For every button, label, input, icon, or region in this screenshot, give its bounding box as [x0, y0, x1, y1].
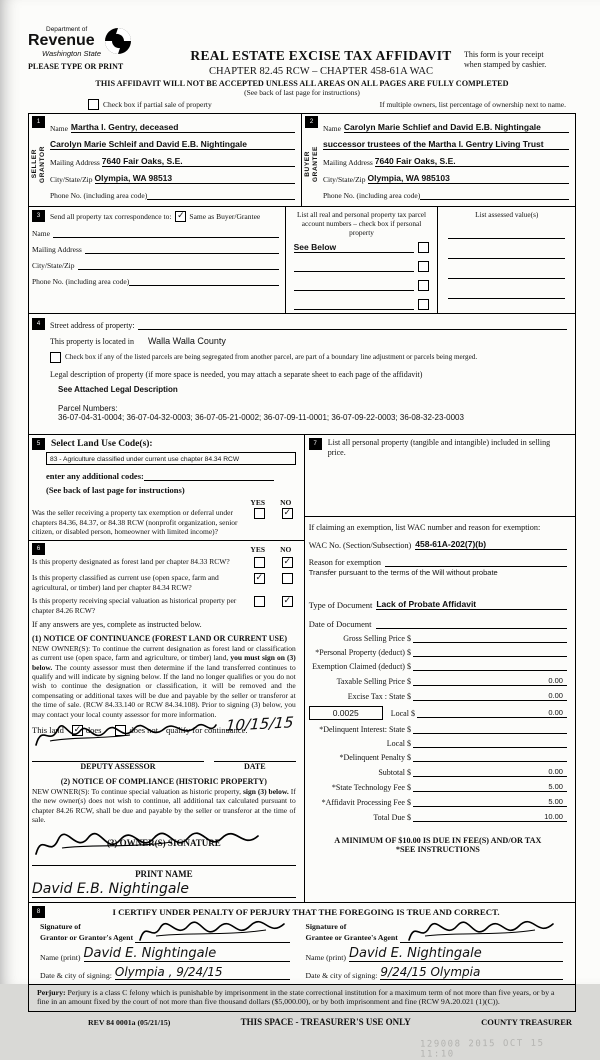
see-instructions-note: *SEE INSTRUCTIONS [395, 845, 480, 855]
local-rate-box[interactable]: 0.0025 [309, 706, 383, 720]
multiple-owners-note: If multiple owners, list percentage of ownership next to name. [379, 100, 566, 109]
fee-label-exemption: Exemption Claimed (deduct) [312, 662, 405, 672]
this-land-label: This land [32, 725, 64, 736]
current-yes-checkbox[interactable]: ✓ [255, 573, 263, 584]
historic-question: Is this property receiving special valuation as historical property per chapter 84.26 RCW? [32, 596, 237, 615]
notice-continuance-title: (1) NOTICE OF CONTINUANCE (FOREST LAND OR CURRENT USE) [32, 633, 287, 643]
fee-label-processing: *Affidavit Processing Fee [321, 798, 405, 808]
n1-part3: The county assessor must then determine if the land transferred continues to qualify and will indicate by signing below. If the land no longer qualifies or you do not wish to continue the designation or classification, it will be removed and the compensating or additional taxes will be due and payable by the seller or transferor at the time of sale. (RCW 84.33.140 or RCW 84.34.108). Prior to signing (3) below, you may contact your local county assessor for more information. [32, 662, 296, 719]
buyer-mail-label: Mailing Address [323, 158, 373, 167]
if-yes-note: If any answers are yes, complete as instructed below. [32, 619, 202, 629]
fee-value-tech[interactable]: 5.00 [413, 782, 567, 792]
buyer-city-label: City/State/Zip [323, 175, 366, 184]
two-column-area [29, 434, 575, 902]
current-no-checkbox[interactable] [282, 573, 293, 584]
exemption-deferral-question: Was the seller receiving a property tax exemption or deferral under chapters 84.36, 84.37, or 84.38 RCW (nonprofit organization, senior citizen, or disabled person, homeowner with limited income)? [32, 508, 238, 537]
personal-property-label: List all personal property (tangible and intangible) included in selling price. [327, 438, 551, 458]
assessed-value-line-3[interactable] [448, 269, 565, 279]
receipt-note-line2: when stamped by cashier. [464, 60, 547, 70]
fee-value-personal[interactable] [413, 656, 567, 657]
reason-value[interactable]: Transfer pursuant to the terms of the Will without probate [308, 568, 498, 578]
land-use-code-select[interactable] [46, 452, 296, 465]
grantee-name-print-value: David E. Nightingale [349, 945, 482, 961]
correspondence-row [29, 206, 575, 313]
deputy-assessor-signature-line[interactable] [32, 752, 204, 762]
dollar-sign: $ [406, 677, 411, 687]
land-does-checkbox[interactable]: ✓ [73, 724, 82, 735]
seller-mail-label: Mailing Address [50, 158, 100, 167]
grantee-sig-of-label: Signature of [305, 922, 347, 932]
perjury-text: Perjury is a class C felony which is punishable by imprisonment in the state correctional institution for a maximum term of not more than five years, or by a fine in an amount fixed by the court of not more than five thousand dollars ($5,000.00), or by both imprisonment and fine (RCW 9A.20.021 (1)(C)). [37, 987, 555, 1007]
fee-value-delinq-state[interactable] [413, 733, 567, 734]
buyer-name-value[interactable]: Carolyn Marie Schlief and David E.B. Nightingale [343, 122, 541, 132]
section6-badge: 6 [32, 543, 45, 555]
street-address-value[interactable] [138, 320, 567, 330]
partial-sale-label: Check box if partial sale of property [103, 100, 212, 109]
segregated-label: Check box if any of the listed parcels are being segregated from another parcel, are part of a boundary line adjustment or parcels being merged. [65, 353, 478, 362]
no-header-1: NO [280, 498, 292, 508]
fee-value-total[interactable]: 10.00 [413, 812, 567, 822]
grantor-signature-block [32, 922, 300, 979]
current-use-question: Is this property classified as current use (open space, farm and agricultural, or timber) land per chapter 84.34 RCW? [32, 573, 219, 592]
type-document-label: Type of Document [308, 600, 373, 611]
yes-header-1: YES [250, 498, 266, 508]
accept-note: THIS AFFIDAVIT WILL NOT BE ACCEPTED UNLESS ALL AREAS ON ALL PAGES ARE FULLY COMPLETED [95, 79, 509, 88]
personal-property-checkbox-1[interactable] [418, 242, 429, 253]
assessor-date-value: 10/15/15 [225, 713, 295, 735]
buyer-phone-value[interactable] [420, 190, 569, 200]
grantor-name-print-label: Name (print) [40, 952, 81, 962]
grantor-agent-label: Grantor or Grantor's Agent [40, 932, 134, 942]
n1-part2: you must sign on (3) below. [32, 653, 296, 672]
grantee-vertical-label: GRANTEE [311, 146, 319, 182]
assessor-date-label: DATE [243, 761, 266, 771]
rev-number: REV 84 0001a (05/21/15) [88, 1017, 171, 1027]
segregated-checkbox[interactable] [50, 352, 61, 363]
personal-property-space[interactable] [309, 458, 567, 516]
same-as-buyer-label: Same as Buyer/Grantee [189, 211, 261, 221]
n2-part2: sign (3) below. [242, 786, 289, 796]
type-document-value[interactable]: Lack of Probate Affidavit [376, 599, 477, 610]
wac-value[interactable]: 458-61A-202(7)(b) [415, 539, 487, 550]
same-as-buyer-checkbox[interactable]: ✓ [177, 210, 185, 221]
fee-value-local[interactable]: 0.00 [417, 708, 567, 718]
dollar-sign: $ [406, 648, 411, 658]
qualify-label: qualify for continuance. [166, 725, 248, 736]
dollar-sign: $ [406, 739, 411, 749]
corr-name-label: Name [32, 229, 50, 238]
additional-codes-value[interactable] [144, 471, 274, 481]
dollar-sign: $ [406, 725, 411, 735]
date-document-value[interactable] [376, 619, 567, 629]
header [28, 26, 576, 77]
land-use-title: Select Land Use Code(s): [51, 439, 153, 450]
deputy-assessor-label: DEPUTY ASSESSOR [80, 761, 156, 771]
parcel-column-header: List all real and personal property tax parcel account numbers – check box if personal property [297, 210, 427, 238]
logo-agency: Revenue [28, 32, 95, 49]
grantee-agent-label: Grantee or Grantee's Agent [305, 932, 398, 942]
corr-mail-label: Mailing Address [32, 245, 82, 254]
hist-yes-checkbox[interactable] [254, 596, 265, 607]
dollar-sign: $ [406, 768, 411, 778]
parcel-line-2[interactable] [294, 262, 415, 272]
notice-continuance-body [32, 644, 296, 719]
seller-phone-value[interactable] [147, 190, 295, 200]
buyer-vertical-label: BUYER [304, 151, 312, 177]
dollar-sign: $ [410, 708, 415, 718]
logo-block [28, 26, 178, 77]
grantee-signature-block [300, 922, 568, 979]
county-treasurer-label: COUNTY TREASURER [481, 1017, 572, 1028]
seller-phone-label: Phone No. (including area code) [50, 191, 148, 200]
seller-mail-value[interactable]: 7640 Fair Oaks, S.E. [101, 156, 183, 166]
fee-value-penalty[interactable] [413, 761, 567, 762]
fee-label-delinq-state: *Delinquent Interest: State [319, 725, 405, 735]
located-in-value[interactable]: Walla Walla County [147, 336, 226, 347]
dollar-sign: $ [406, 813, 411, 823]
located-in-label: This property is located in [50, 337, 134, 347]
yes-header-2: YES [250, 544, 266, 554]
fee-label-subtotal: Subtotal [378, 768, 405, 778]
footer-row [28, 1017, 576, 1027]
main-box [28, 113, 576, 1012]
correspondence-section [29, 207, 286, 313]
assessed-value-line-1[interactable] [448, 229, 565, 239]
reason-line[interactable] [385, 557, 567, 567]
print-name-label: PRINT NAME [135, 869, 193, 880]
seeback-note: (See back of last page for instructions) [244, 88, 360, 97]
dollar-sign: $ [406, 783, 411, 793]
assessed-value-line-4[interactable] [448, 289, 565, 299]
dollar-sign: $ [406, 798, 411, 808]
buyer-side [304, 116, 319, 200]
parcel-line-4[interactable] [294, 300, 415, 310]
exemption-intro: If claiming an exemption, list WAC number and reason for exemption: [308, 523, 541, 533]
section2-badge: 2 [305, 116, 318, 128]
certification-section [29, 902, 575, 983]
legal-description-value[interactable]: See Attached Legal Description [58, 385, 178, 395]
property-section [29, 313, 575, 434]
buyer-name2-value[interactable]: successor trustees of the Martha I. Gentry Living Trust [323, 139, 544, 149]
grantee-date-city-label: Date & city of signing: [305, 970, 378, 980]
corr-city-value[interactable] [78, 260, 279, 270]
forest-no-checkbox[interactable]: ✓ [283, 557, 291, 568]
wac-label: WAC No. (Section/Subsection) [308, 541, 412, 551]
grantor-name-print-value: David E. Nightingale [83, 945, 217, 961]
left-column [29, 435, 305, 902]
owners-signature-block [32, 838, 296, 898]
corr-city-label: City/State/Zip [32, 261, 75, 270]
does-not-label: does not [129, 725, 159, 736]
parcel-numbers-label: Parcel Numbers: [58, 404, 118, 414]
land-use-section [29, 435, 304, 540]
section8-badge: 8 [32, 906, 45, 918]
notice-compliance-body [32, 787, 296, 825]
seller-vertical-label: SELLER [31, 149, 39, 179]
dollar-sign: $ [406, 662, 411, 672]
does-label: does [85, 725, 102, 736]
fee-value-taxable[interactable]: 0.00 [413, 676, 567, 686]
corr-mail-value[interactable] [85, 244, 279, 254]
fee-value-subtotal[interactable]: 0.00 [413, 767, 567, 777]
land-does-not-checkbox[interactable] [115, 725, 126, 736]
fee-label-tech: *State Technology Fee [331, 783, 405, 793]
owners-signature-line[interactable] [32, 856, 296, 866]
section5-badge: 5 [32, 438, 45, 450]
receipt-note-line1: This form is your receipt [464, 50, 544, 59]
notice-compliance-title: (2) NOTICE OF COMPLIANCE (HISTORIC PROPERTY) [60, 776, 267, 786]
forest-land-question: Is this property designated as forest land per chapter 84.33 RCW? [32, 557, 230, 567]
land-use-code-value: 83 - Agriculture classified under current use chapter 84.34 RCW [50, 456, 240, 464]
treasurer-space-label: THIS SPACE - TREASURER'S USE ONLY [240, 1017, 411, 1028]
logo-dept: Department of [46, 26, 88, 33]
parcel-line-3[interactable] [294, 281, 415, 291]
n1-part1: NEW OWNER(S): To continue the current designation as forest land or classification as current use (open space, farm and agriculture, or timber) land, [32, 643, 296, 663]
fee-value-delinq-local[interactable] [413, 747, 567, 748]
grantee-signature-line[interactable] [400, 933, 563, 943]
legal-description-label: Legal description of property (if more space is needed, you may attach a separate sheet to each page of the affidavit) [50, 370, 423, 380]
parcel-numbers-column [286, 207, 439, 313]
form-title: REAL ESTATE EXCISE TAX AFFIDAVIT [190, 48, 452, 63]
seller-name2-value[interactable]: Carolyn Marie Schleif and David E.B. Nightingale [50, 139, 247, 149]
s5q1-yes-checkbox[interactable] [254, 508, 265, 519]
dollar-sign: $ [406, 753, 411, 763]
assessed-value-line-2[interactable] [448, 249, 565, 259]
parcel-see-below[interactable]: See Below [293, 242, 337, 253]
fee-value-excise-state[interactable]: 0.00 [413, 691, 567, 701]
print-name-line[interactable] [32, 881, 296, 898]
grantor-date-city-label: Date & city of signing: [40, 970, 112, 980]
treasurer-stamp: 129008 2015 OCT 15 11:10 [419, 1038, 545, 1060]
seller-city-label: City/State/Zip [50, 175, 93, 184]
grantor-sig-of-label: Signature of [40, 922, 81, 932]
n2-part3: If the new owner(s) does not wish to continue, all additional tax calculated pursuant to chapter 84.26 RCW, shall be due and payable by the seller or transferor at the time of sale. [32, 786, 296, 825]
assessed-values-column [438, 207, 575, 313]
fee-label-gross: Gross Selling Price [343, 634, 405, 644]
fee-value-processing[interactable]: 5.00 [413, 797, 567, 807]
certify-statement: I CERTIFY UNDER PENALTY OF PERJURY THAT THE FOREGOING IS TRUE AND CORRECT. [112, 907, 500, 918]
fee-label-penalty: *Delinquent Penalty [339, 753, 405, 763]
street-address-label: Street address of property: [50, 321, 135, 331]
seller-city-value[interactable]: Olympia, WA 98513 [94, 173, 173, 183]
section7-badge: 7 [309, 438, 322, 450]
fee-label-taxable: Taxable Selling Price [336, 677, 405, 687]
continuance-determination [32, 713, 296, 771]
corr-name-value[interactable] [53, 228, 279, 238]
date-document-label: Date of Document [308, 619, 372, 630]
personal-property-checkbox-4[interactable] [418, 299, 429, 310]
seller-name-label: Name [50, 124, 68, 133]
fee-label-delinq-local: Local [386, 739, 405, 749]
section5-seeback: (See back of last page for instructions) [46, 485, 185, 496]
dollar-sign: $ [406, 692, 411, 702]
grantor-signature-line[interactable] [135, 933, 289, 943]
grantor-date-city-value: Olympia , 9/24/15 [114, 964, 223, 979]
section3-badge: 3 [32, 210, 45, 222]
dollar-sign: $ [406, 634, 411, 644]
grantor-vertical-label: GRANTOR [38, 145, 46, 183]
section1-badge: 1 [32, 116, 45, 128]
perjury-section [29, 984, 575, 1011]
buyer-phone-label: Phone No. (including area code) [323, 191, 421, 200]
corr-phone-value[interactable] [129, 276, 278, 286]
receipt-note [464, 26, 576, 77]
assessor-date-line[interactable] [214, 752, 296, 762]
seller-buyer-row [29, 114, 575, 206]
forest-yes-checkbox[interactable] [254, 557, 265, 568]
buyer-name-label: Name [323, 124, 341, 133]
section4-badge: 4 [32, 318, 45, 330]
additional-codes-label: enter any additional codes: [46, 471, 144, 482]
personal-property-checkbox-2[interactable] [418, 261, 429, 272]
owners-signature-title: (3) OWNER(S) SIGNATURE [106, 838, 221, 849]
n2-part1: NEW OWNER(S): To continue special valuation as historic property, [32, 786, 243, 796]
no-header-2: NO [280, 544, 292, 554]
assessed-column-header: List assessed value(s) [475, 210, 539, 219]
partial-sale-checkbox[interactable] [88, 99, 99, 110]
seller-side [31, 116, 46, 200]
fee-value-exemption[interactable] [413, 670, 567, 671]
right-column [305, 435, 575, 902]
title-block [178, 26, 464, 77]
print-name-value: David E.B. Nightingale [32, 881, 190, 898]
fee-label-total: Total Due [373, 813, 405, 823]
fee-label-local: Local [390, 708, 409, 718]
grantee-name-print-label: Name (print) [305, 952, 346, 962]
fee-label-excise-state: Excise Tax : State [347, 692, 405, 702]
please-type-note: PLEASE TYPE OR PRINT [28, 62, 124, 71]
seller-name-value[interactable]: Martha I. Gentry, deceased [70, 122, 179, 132]
minimum-due-note: A MINIMUM OF $10.00 IS DUE IN FEE(S) AND/OR TAX [334, 836, 542, 846]
corr-phone-label: Phone No. (including area code) [32, 277, 130, 286]
buyer-section [302, 114, 575, 206]
personal-property-checkbox-3[interactable] [418, 280, 429, 291]
parcel-numbers-value[interactable]: 36-07-04-31-0004; 36-07-04-32-0003; 36-07-05-21-0002; 36-07-09-11-0001; 36-07-09-22-0003; 36-08-32-23-0003 [58, 413, 464, 423]
reason-label: Reason for exemption [308, 558, 382, 568]
fee-label-personal: *Personal Property (deduct) [315, 648, 405, 658]
forest-land-section [29, 540, 304, 902]
perjury-label: Perjury: [37, 987, 66, 997]
pre-box-row [28, 99, 576, 110]
s5q1-no-checkbox[interactable]: ✓ [283, 508, 291, 519]
seller-section [29, 114, 302, 206]
hist-no-checkbox[interactable]: ✓ [283, 596, 291, 607]
fee-value-gross[interactable] [413, 642, 567, 643]
buyer-mail-value[interactable]: 7640 Fair Oaks, S.E. [374, 156, 456, 166]
revenue-swirl-icon [103, 26, 133, 58]
send-correspondence-label: Send all property tax correspondence to: [50, 211, 172, 221]
logo-state: Washington State [42, 49, 102, 58]
grantee-date-city-value: 9/24/15 Olympia [380, 964, 481, 979]
buyer-city-value[interactable]: Olympia, WA 985103 [367, 173, 450, 183]
form-subtitle: CHAPTER 82.45 RCW – CHAPTER 458-61A WAC [209, 66, 433, 77]
